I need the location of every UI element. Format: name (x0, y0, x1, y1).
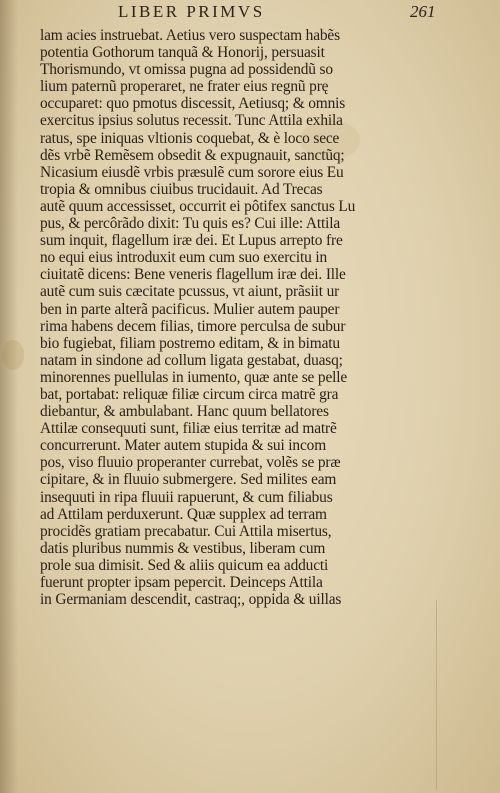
text-line: lam acies instruebat. Aetius vero suspectam habẽs (40, 27, 340, 44)
text-line: sum inquit, flagellum iræ dei. Et Lupus arrepto fre (40, 232, 343, 250)
text-line: exercitus ipsius solutus recessit. Tunc Attila exhila (40, 112, 343, 130)
body-text (40, 27, 420, 608)
page-crease (436, 600, 437, 790)
running-head (0, 2, 500, 26)
text-line: fuerunt propter ipsam pepercit. Deinceps Attila (40, 574, 323, 591)
text-line: prole sua dimisit. Sed & aliis quicum ea adducti (40, 556, 329, 574)
text-line: concurrerunt. Mater autem stupida & sui incom (40, 437, 327, 455)
text-line: bat, portabat: reliquæ filiæ circum circa matrẽ gra (40, 385, 339, 403)
text-line: natam in sindone ad collum ligata gestabat, duasq; (40, 351, 343, 369)
running-title: LIBER PRIMVS (118, 2, 265, 21)
paper-stain (2, 340, 24, 370)
text-line: pos, viso fluuio properanter currebat, volẽs se præ (40, 454, 341, 472)
text-line: lium paternũ properaret, ne frater eius regnũ prę (40, 78, 329, 96)
text-line: ciuitatẽ dicens: Bene veneris flagellum iræ dei. Ille (40, 266, 346, 284)
text-line: Thorismundo, vt omissa pugna ad possidendũ so (40, 61, 333, 79)
text-line: in Germaniam descendit, castraq;, oppida & uillas (40, 591, 342, 609)
text-line: ben in parte alterã pacificus. Mulier autem pauper (40, 300, 340, 318)
text-line: diebantur, & ambulabant. Hanc quum bellatores (40, 403, 329, 421)
text-line: ratus, spe iniquas vltionis coquebat, & è loco sece (40, 129, 340, 147)
text-line: cipitare, & in fluuio submergere. Sed milites eam (40, 471, 337, 489)
text-line: autẽ quum accessisset, occurrit ei pôtifex sanctus Lu (40, 197, 356, 215)
text-line: dẽs vrbẽ Remẽsem obsedit & expugnauit, sanctũq; (40, 146, 345, 164)
text-line: minorennes puellulas in iumento, quæ ante se pelle (40, 368, 348, 386)
text-line: no equi eius introduxit eum cum suo exercitu in (40, 249, 328, 267)
text-line: procidẽs gratiam precabatur. Cui Attila misertus, (40, 522, 332, 540)
text-line: ad Attilam perduxerunt. Quæ supplex ad terram (40, 505, 327, 523)
text-line: autẽ cum suis cæcitate pcussus, vt aiunt, prãsiit ur (40, 283, 340, 301)
text-line: rima habens decem filias, timore perculsa de subur (40, 317, 346, 335)
text-line: pus, & percôrãdo dixit: Tu quis es? Cui ille: Attila (40, 215, 341, 233)
text-line: datis pluribus nummis & vestibus, liberam cum (40, 539, 326, 557)
page-number: 261 (410, 2, 436, 21)
text-line: bio fugiebat, filiam postremo editam, & in bimatu (40, 334, 340, 352)
text-line: insequuti in ripa fluuii rapuerunt, & cum filiabus (40, 488, 333, 506)
text-line: potentia Gothorum tanquã & Honorij, persuasit (40, 44, 325, 62)
text-line: tropia & omnibus ciuibus trucidauit. Ad Trecas (40, 180, 323, 198)
text-line: Nicasium eiusdẽ vrbis præsulẽ cum sorore eius Eu (40, 163, 344, 181)
text-line: Attilæ consequuti sunt, filiæ eius territæ ad matrẽ (40, 420, 337, 438)
text-line: occuparet: quo pmotus discessit, Aetiusq; & omnis (40, 95, 346, 113)
gutter-shadow (0, 0, 18, 793)
